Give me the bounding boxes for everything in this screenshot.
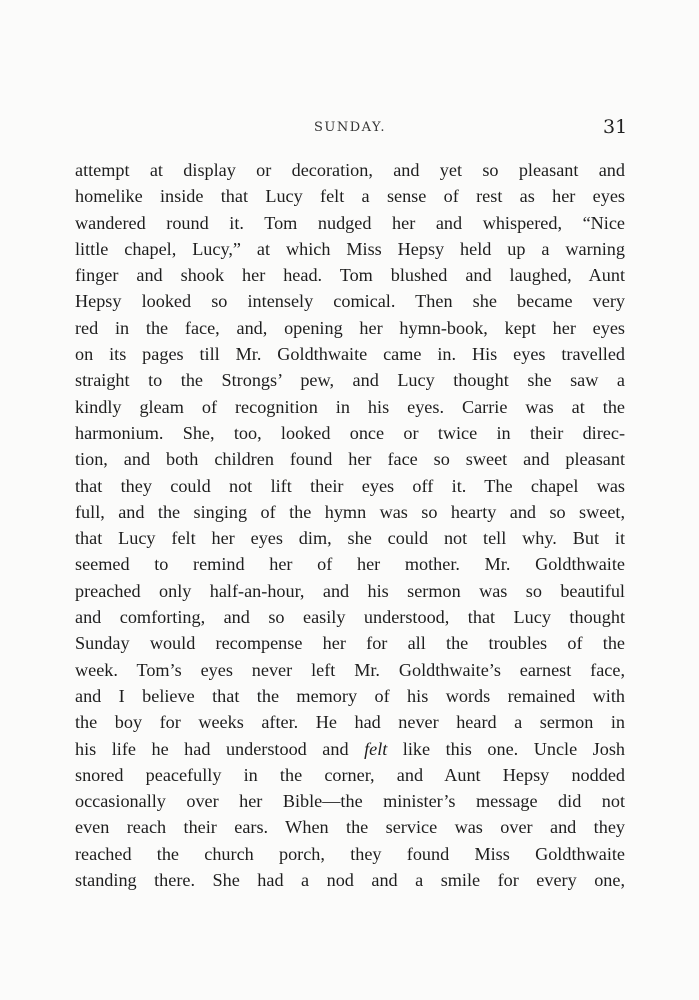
- running-head: [0, 116, 699, 140]
- text-line-with-italic: [75, 736, 625, 762]
- text-line: little chapel, Lucy,” at which Miss Hepsy held up a warning: [75, 238, 625, 259]
- text-line: full, and the singing of the hymn was so hearty and so sweet,: [75, 501, 625, 522]
- text-line: occasionally over her Bible—the minister’s message did not: [75, 791, 625, 812]
- text-line: standing there. She had a nod and a smile for every one,: [75, 870, 625, 891]
- text-line: reached the church porch, they found Miss Goldthwaite: [75, 843, 625, 864]
- text-line: Sunday would recompense her for all the troubles of the: [75, 633, 625, 654]
- text-line: seemed to remind her of her mother. Mr. Goldthwaite: [75, 554, 625, 575]
- text-line: on its pages till Mr. Goldthwaite came in. His eyes travelled: [75, 344, 625, 365]
- text-line: week. Tom’s eyes never left Mr. Goldthwaite’s earnest face,: [75, 659, 625, 680]
- text-line: finger and shook her head. Tom blushed and laughed, Aunt: [75, 265, 625, 286]
- text-line: wandered round it. Tom nudged her and whispered, “Nice: [75, 212, 625, 233]
- italic-word: felt: [364, 738, 388, 759]
- text-line: homelike inside that Lucy felt a sense of rest as her eyes: [75, 186, 625, 207]
- text-line: and I believe that the memory of his words remained with: [75, 685, 625, 706]
- text-line: kindly gleam of recognition in his eyes. Carrie was at the: [75, 396, 625, 417]
- running-title: SUNDAY.: [314, 120, 387, 135]
- text-line: tion, and both children found her face so sweet and pleasant: [75, 449, 625, 470]
- body-text: [75, 157, 625, 893]
- page-number: 31: [603, 116, 628, 138]
- text-line: harmonium. She, too, looked once or twice in their direc-: [75, 422, 625, 443]
- text-line: and comforting, and so easily understood, that Lucy thought: [75, 607, 625, 628]
- text-line: even reach their ears. When the service was over and they: [75, 817, 625, 838]
- text-line: snored peacefully in the corner, and Aunt Hepsy nodded: [75, 764, 625, 785]
- text-line: attempt at display or decoration, and yet so pleasant and: [75, 160, 625, 180]
- text-line: the boy for weeks after. He had never heard a sermon in: [75, 712, 625, 733]
- text-line: straight to the Strongs’ pew, and Lucy thought she saw a: [75, 370, 625, 391]
- text-line: preached only half-an-hour, and his sermon was so beautiful: [75, 580, 625, 601]
- text-segment: like this one. Uncle Josh: [387, 738, 625, 759]
- text-line: that Lucy felt her eyes dim, she could not tell why. But it: [75, 528, 625, 549]
- text-line: that they could not lift their eyes off it. The chapel was: [75, 475, 625, 496]
- text-line: red in the face, and, opening her hymn-book, kept her eyes: [75, 317, 625, 338]
- text-segment: his life he had understood and: [75, 738, 365, 759]
- text-line: Hepsy looked so intensely comical. Then she became very: [75, 291, 625, 312]
